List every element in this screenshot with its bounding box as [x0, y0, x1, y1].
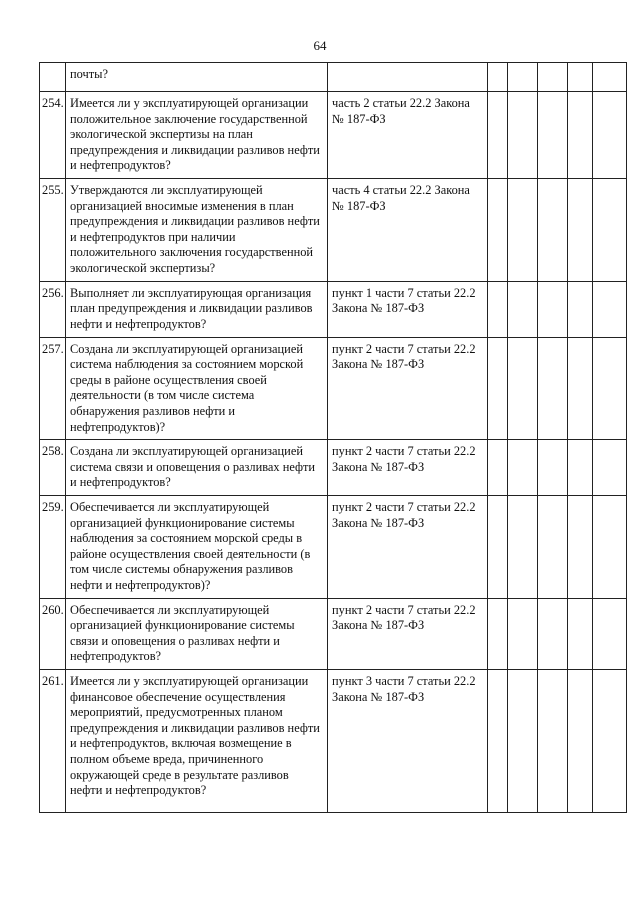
question-cell: Обеспечивается ли эксплуатирующей организацией функционирование системы связи и оповещения о разливах нефти и нефтепродуктов?: [66, 598, 328, 669]
table-row: [40, 92, 627, 179]
empty-cell: [538, 92, 568, 179]
reference-cell: пункт 2 части 7 статьи 22.2 Закона № 187-ФЗ: [328, 598, 488, 669]
empty-cell: [593, 337, 627, 440]
empty-cell: [488, 92, 508, 179]
row-number: 258.: [40, 440, 66, 496]
empty-cell: [488, 63, 508, 92]
empty-cell: [538, 337, 568, 440]
empty-cell: [508, 178, 538, 281]
empty-cell: [568, 281, 593, 337]
empty-cell: [508, 440, 538, 496]
empty-cell: [538, 281, 568, 337]
row-number: 257.: [40, 337, 66, 440]
page-number: 64: [313, 38, 327, 53]
reference-cell: пункт 2 части 7 статьи 22.2 Закона № 187-ФЗ: [328, 337, 488, 440]
reference-cell: пункт 2 части 7 статьи 22.2 Закона № 187-ФЗ: [328, 496, 488, 599]
empty-cell: [508, 598, 538, 669]
table-row: [40, 281, 627, 337]
table-row: [40, 178, 627, 281]
empty-cell: [538, 440, 568, 496]
table-row: [40, 63, 627, 92]
empty-cell: [593, 598, 627, 669]
table-row: [40, 337, 627, 440]
reference-cell: пункт 1 части 7 статьи 22.2 Закона № 187-ФЗ: [328, 281, 488, 337]
empty-cell: [508, 337, 538, 440]
table-row: [40, 440, 627, 496]
empty-cell: [508, 281, 538, 337]
empty-cell: [488, 496, 508, 599]
reference-cell: часть 2 статьи 22.2 Закона № 187-ФЗ: [328, 92, 488, 179]
empty-cell: [488, 281, 508, 337]
empty-cell: [568, 598, 593, 669]
question-cell: Создана ли эксплуатирующей организацией система наблюдения за состоянием морской среды в районе осуществления своей деятельности (в том числе система обнаружения разливов нефти и нефтепродуктов)?: [66, 337, 328, 440]
empty-cell: [508, 63, 538, 92]
empty-cell: [593, 178, 627, 281]
empty-cell: [568, 670, 593, 813]
reference-cell: пункт 3 части 7 статьи 22.2 Закона № 187-ФЗ: [328, 670, 488, 813]
question-cell: Создана ли эксплуатирующей организацией система связи и оповещения о разливах нефти и нефтепродуктов?: [66, 440, 328, 496]
empty-cell: [568, 63, 593, 92]
row-number: 254.: [40, 92, 66, 179]
empty-cell: [593, 670, 627, 813]
row-number: 261.: [40, 670, 66, 813]
table-row: [40, 670, 627, 813]
empty-cell: [538, 63, 568, 92]
empty-cell: [568, 337, 593, 440]
question-cell: Имеется ли у эксплуатирующей организации положительное заключение государственной экологической экспертизы на план предупреждения и ликвидации разливов нефти и нефтепродуктов?: [66, 92, 328, 179]
empty-cell: [508, 92, 538, 179]
reference-cell: часть 4 статьи 22.2 Закона № 187-ФЗ: [328, 178, 488, 281]
empty-cell: [538, 496, 568, 599]
empty-cell: [488, 440, 508, 496]
empty-cell: [538, 598, 568, 669]
empty-cell: [568, 178, 593, 281]
empty-cell: [488, 337, 508, 440]
empty-cell: [488, 598, 508, 669]
table-row: [40, 496, 627, 599]
empty-cell: [568, 496, 593, 599]
empty-cell: [538, 178, 568, 281]
empty-cell: [538, 670, 568, 813]
checklist-table: [39, 62, 627, 813]
empty-cell: [488, 178, 508, 281]
reference-cell: пункт 2 части 7 статьи 22.2 Закона № 187-ФЗ: [328, 440, 488, 496]
reference-cell: [328, 63, 488, 92]
row-number: 259.: [40, 496, 66, 599]
empty-cell: [508, 670, 538, 813]
row-number: [40, 63, 66, 92]
question-cell: Обеспечивается ли эксплуатирующей организацией функционирование системы наблюдения за состоянием морской среды в районе осуществления своей деятельности (в том числе системы обнаружения разливов нефти и нефтепродуктов)?: [66, 496, 328, 599]
table-row: [40, 598, 627, 669]
question-cell: почты?: [66, 63, 328, 92]
question-cell: Утверждаются ли эксплуатирующей организацией вносимые изменения в план предупреждения и ликвидации разливов нефти и нефтепродуктов при наличии положительного заключения государственной экологической экспертизы?: [66, 178, 328, 281]
question-cell: Выполняет ли эксплуатирующая организация план предупреждения и ликвидации разливов нефти и нефтепродуктов?: [66, 281, 328, 337]
empty-cell: [568, 440, 593, 496]
empty-cell: [568, 92, 593, 179]
empty-cell: [508, 496, 538, 599]
empty-cell: [593, 496, 627, 599]
row-number: 255.: [40, 178, 66, 281]
row-number: 256.: [40, 281, 66, 337]
question-cell: Имеется ли у эксплуатирующей организации финансовое обеспечение осуществления мероприятий, предусмотренных планом предупреждения и ликвидации разливов нефти и нефтепродуктов, включая возмещение в полном объеме вреда, причиненного окружающей среде в результате разливов нефти и нефтепродуктов?: [66, 670, 328, 813]
empty-cell: [593, 281, 627, 337]
empty-cell: [593, 440, 627, 496]
empty-cell: [488, 670, 508, 813]
row-number: 260.: [40, 598, 66, 669]
empty-cell: [593, 92, 627, 179]
empty-cell: [593, 63, 627, 92]
